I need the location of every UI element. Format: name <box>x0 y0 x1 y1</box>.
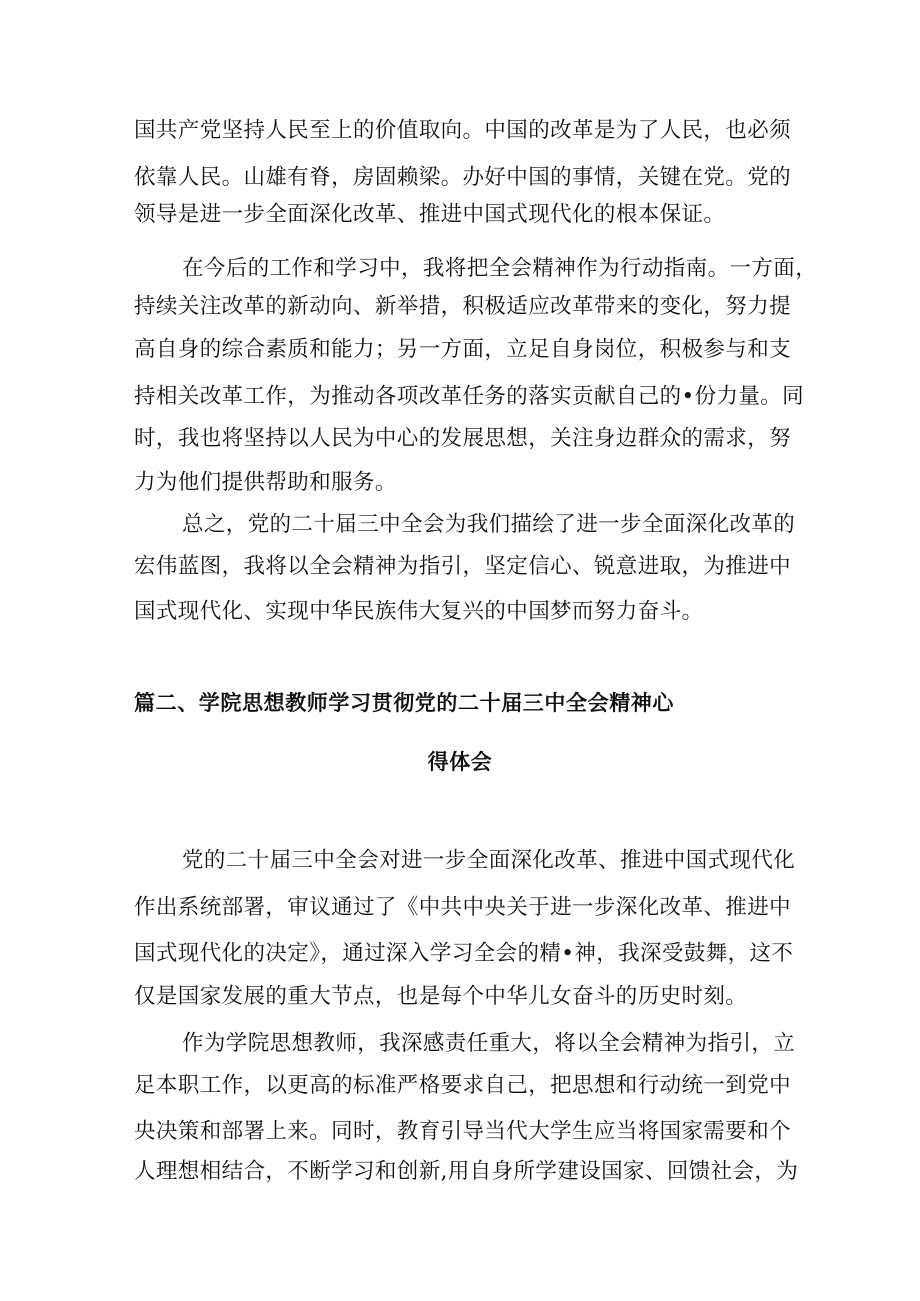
heading-line-1: 篇二、学院思想教师学习贯彻党的二十届三中全会精神心 <box>134 691 674 715</box>
text-line: 国共产党坚持人民至上的价值取向。中国的改革是为了人民，也必须 <box>134 118 792 143</box>
text-line: 作为学院思想教师，我深感责任重大，将以全会精神为指引，立 <box>182 1031 796 1056</box>
text-line: 力为他们提供帮助和服务。 <box>134 470 397 495</box>
text-line: 足本职工作，以更高的标准严格要求自己，把思想和行动统一到党中 <box>134 1073 792 1098</box>
text-line: 仅是国家发展的重大节点，也是每个中华儿女奋斗的历史时刻。 <box>134 984 748 1009</box>
text-line: 总之，党的二十届三中全会为我们描绘了进一步全面深化改革的 <box>182 512 796 537</box>
text-line: 人理想相结合，不断学习和创新,用自身所学建设国家、回馈社会，为 <box>134 1159 799 1184</box>
text-line: 党的二十届三中全会对进一步全面深化改革、推进中国式现代化 <box>182 848 796 873</box>
text-line: 依靠人民。山雄有脊，房固赖梁。办好中国的事情，关键在党。党的 <box>134 165 792 190</box>
text-line: 持续关注改革的新动向、新举措，积极适应改革带来的变化，努力提 <box>134 294 792 319</box>
text-line: 作出系统部署，审议通过了《中共中央关于进一步深化改革、推进中 <box>134 895 792 920</box>
text-line: 领导是进一步全面深化改革、推进中国式现代化的根本保证。 <box>134 202 726 227</box>
text-line: 持相关改革工作，为推动各项改革任务的落实贡献自己的•份力量。同 <box>134 384 805 409</box>
text-line: 国式现代化的决定》，通过深入学习全会的精•神，我深受鼓舞，这不 <box>134 941 794 966</box>
text-line: 高自身的综合素质和能力；另一方面，立足自身岗位，积极参与和支 <box>134 337 792 362</box>
text-line: 在今后的工作和学习中，我将把全会精神作为行动指南。一方面， <box>182 256 818 281</box>
text-line: 央决策和部署上来。同时，教育引导当代大学生应当将国家需要和个 <box>134 1119 792 1144</box>
text-line: 时，我也将坚持以人民为中心的发展思想，关注身边群众的需求，努 <box>134 426 792 451</box>
text-line: 国式现代化、实现中华民族伟大复兴的中国梦而努力奋斗。 <box>134 599 704 624</box>
text-line: 宏伟蓝图，我将以全会精神为指引，坚定信心、锐意进取，为推进中 <box>134 554 792 579</box>
heading-line-2: 得体会 <box>427 750 493 774</box>
